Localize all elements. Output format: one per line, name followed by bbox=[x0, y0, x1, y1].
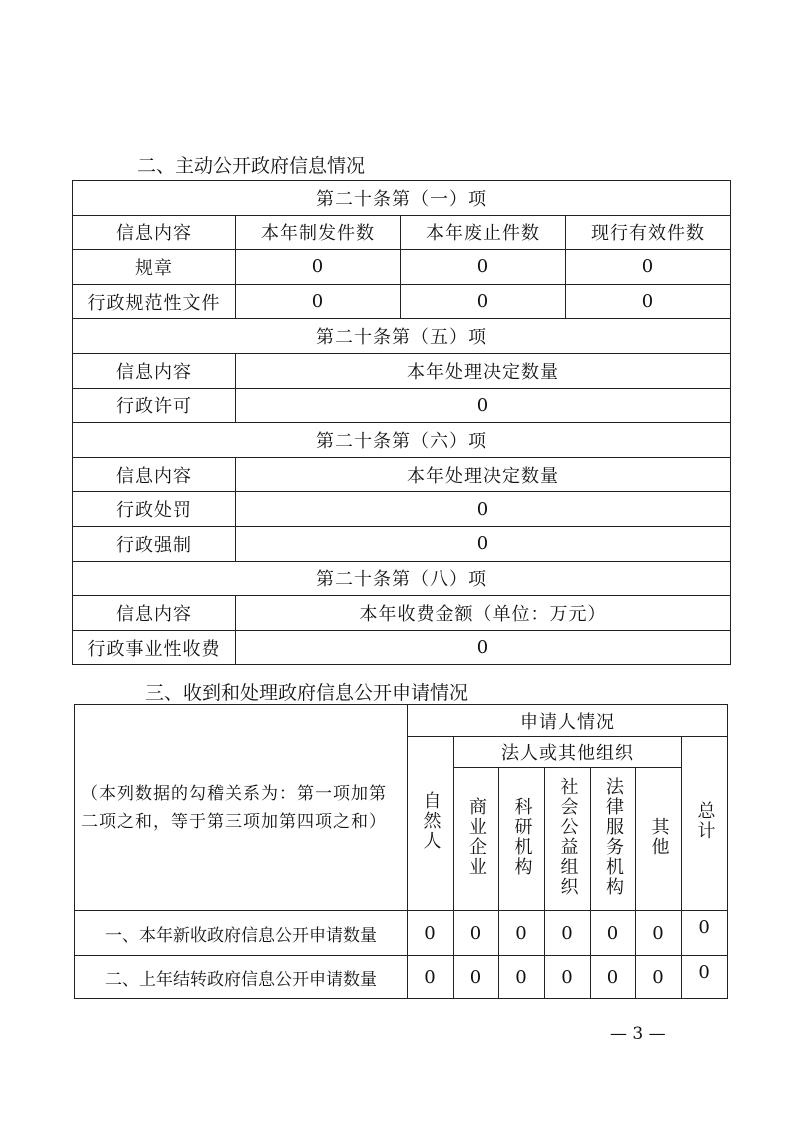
cell-value: 0 bbox=[499, 911, 545, 956]
applicant-header: 申请人情况 bbox=[408, 705, 728, 737]
row-label: 行政许可 bbox=[73, 388, 236, 423]
table-row bbox=[73, 250, 731, 285]
row-label: 二、上年结转政府信息公开申请数量 bbox=[75, 956, 408, 999]
section-2-title: 二、主动公开政府信息情况 bbox=[137, 155, 366, 177]
col-header: 法律服务机构 bbox=[603, 776, 624, 897]
cell-value: 0 bbox=[499, 956, 545, 999]
cell-value: 0 bbox=[236, 526, 731, 561]
row-label: 规章 bbox=[73, 250, 236, 285]
row-label: 一、本年新收政府信息公开申请数量 bbox=[75, 911, 408, 956]
table-row bbox=[73, 526, 731, 561]
col-header: 其他 bbox=[648, 816, 670, 857]
cell-value: 0 bbox=[236, 388, 731, 423]
col-header: 自然人 bbox=[420, 791, 442, 851]
row-label: 行政事业性收费 bbox=[73, 630, 236, 665]
row-label: 行政强制 bbox=[73, 526, 236, 561]
cell-value: 0 bbox=[454, 956, 499, 999]
article-5-title: 第二十条第（五）项 bbox=[73, 319, 731, 354]
table-row bbox=[73, 284, 731, 319]
cell-value: 0 bbox=[236, 284, 401, 319]
table-header-row bbox=[73, 215, 731, 250]
row-label: 行政处罚 bbox=[73, 492, 236, 527]
reconciliation-note: （本列数据的勾稽关系为：第一项加第二项之和，等于第三项加第四项之和） bbox=[75, 705, 408, 911]
application-table bbox=[74, 704, 728, 999]
cell-value: 0 bbox=[454, 911, 499, 956]
table-row bbox=[73, 388, 731, 423]
cell-value: 0 bbox=[682, 911, 728, 956]
cell-value: 0 bbox=[591, 956, 636, 999]
header-cell: 信息内容 bbox=[73, 457, 236, 492]
cell-value: 0 bbox=[636, 911, 682, 956]
cell-value: 0 bbox=[408, 911, 454, 956]
col-header: 总计 bbox=[694, 801, 716, 841]
org-header: 法人或其他组织 bbox=[454, 737, 682, 768]
header-cell: 本年处理决定数量 bbox=[236, 353, 731, 388]
header-cell: 现行有效件数 bbox=[566, 215, 731, 250]
header-cell: 本年制发件数 bbox=[236, 215, 401, 250]
cell-value: 0 bbox=[636, 956, 682, 999]
cell-value: 0 bbox=[236, 250, 401, 285]
cell-value: 0 bbox=[236, 630, 731, 665]
article-6-title: 第二十条第（六）项 bbox=[73, 423, 731, 458]
header-cell: 本年收费金额（单位：万元） bbox=[236, 596, 731, 631]
section-3-title: 三、收到和处理政府信息公开申请情况 bbox=[145, 682, 469, 704]
cell-value: 0 bbox=[566, 284, 731, 319]
cell-value: 0 bbox=[236, 492, 731, 527]
header-cell: 信息内容 bbox=[73, 215, 236, 250]
header-cell: 本年废止件数 bbox=[401, 215, 566, 250]
header-cell: 信息内容 bbox=[73, 596, 236, 631]
article-8-title: 第二十条第（八）项 bbox=[73, 561, 731, 596]
header-cell: 信息内容 bbox=[73, 353, 236, 388]
col-header: 社会公益组织 bbox=[557, 776, 579, 897]
cell-value: 0 bbox=[682, 956, 728, 999]
table-row bbox=[73, 630, 731, 665]
cell-value: 0 bbox=[401, 284, 566, 319]
cell-value: 0 bbox=[566, 250, 731, 285]
cell-value: 0 bbox=[545, 911, 591, 956]
cell-value: 0 bbox=[545, 956, 591, 999]
header-cell: 本年处理决定数量 bbox=[236, 457, 731, 492]
table-row bbox=[75, 956, 728, 999]
table-row bbox=[75, 911, 728, 956]
proactive-disclosure-table bbox=[72, 180, 731, 665]
article-1-title: 第二十条第（一）项 bbox=[73, 181, 731, 216]
cell-value: 0 bbox=[408, 956, 454, 999]
cell-value: 0 bbox=[401, 250, 566, 285]
page-number: — 3 — bbox=[610, 1024, 666, 1044]
col-header: 商业企业 bbox=[466, 796, 487, 877]
col-header: 科研机构 bbox=[511, 796, 533, 877]
cell-value: 0 bbox=[591, 911, 636, 956]
row-label: 行政规范性文件 bbox=[73, 284, 236, 319]
table-row bbox=[73, 492, 731, 527]
